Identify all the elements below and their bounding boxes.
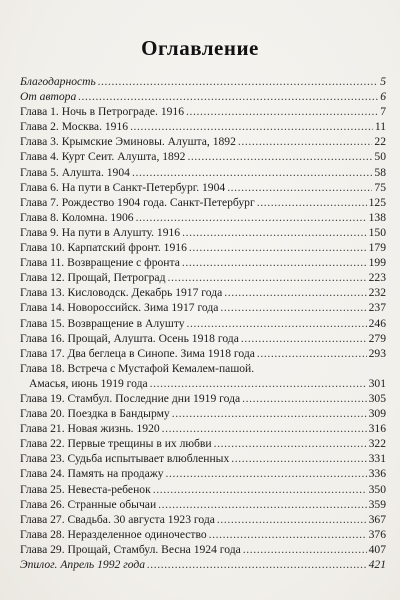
toc-page-number: 22 bbox=[374, 135, 386, 149]
toc-entry-title: Глава 27. Свадьба. 30 августа 1923 года bbox=[20, 512, 215, 526]
dot-leader bbox=[153, 482, 367, 497]
toc-page-number: 293 bbox=[368, 346, 386, 360]
toc-entry bbox=[20, 451, 386, 466]
toc-entry bbox=[20, 255, 386, 270]
toc-page-number: 359 bbox=[368, 497, 386, 511]
toc-entry bbox=[20, 346, 386, 361]
dot-leader bbox=[242, 391, 366, 406]
toc-entry-title: Глава 10. Карпатский фронт. 1916 bbox=[20, 241, 187, 255]
dot-leader bbox=[238, 134, 373, 149]
toc-entry bbox=[20, 149, 386, 164]
dot-leader bbox=[150, 376, 367, 391]
toc-page-number: 199 bbox=[368, 256, 386, 270]
toc-page-number: 316 bbox=[368, 422, 386, 436]
toc-entry bbox=[20, 225, 386, 240]
toc-entry-title: Благодарность bbox=[20, 75, 96, 88]
toc-page-number: 138 bbox=[368, 210, 386, 224]
toc-entry bbox=[20, 270, 386, 285]
toc-entry-title: Глава 2. Москва. 1916 bbox=[20, 120, 129, 134]
toc-entry-title: Глава 3. Крымские Эминовы. Алушта, 1892 bbox=[20, 135, 236, 149]
toc-page-number: 279 bbox=[368, 331, 386, 345]
toc-entry-title: Глава 6. На пути в Санкт-Петербург. 1904 bbox=[20, 180, 226, 194]
toc-entry-title: Глава 20. Поездка в Бандырму bbox=[20, 407, 170, 421]
toc-entry bbox=[20, 74, 386, 89]
dot-leader bbox=[186, 104, 378, 119]
dot-leader bbox=[187, 316, 367, 331]
toc-entry-title: Глава 5. Алушта. 1904 bbox=[20, 165, 130, 179]
toc-entry-title: Глава 13. Кисловодск. Декабрь 1917 года bbox=[20, 286, 223, 300]
toc-entry-title: Глава 18. Встреча с Мустафой Кемалем-пашой. bbox=[20, 361, 255, 375]
dot-leader bbox=[167, 270, 366, 285]
toc-entry-title: Глава 24. Память на продажу bbox=[20, 467, 164, 481]
toc-page-number: 350 bbox=[368, 482, 386, 496]
dot-leader bbox=[132, 165, 372, 180]
toc-entry-title: Глава 16. Прощай, Алушта. Осень 1918 года bbox=[20, 331, 239, 345]
toc-page-number: 367 bbox=[368, 512, 386, 526]
toc-entry bbox=[20, 195, 386, 210]
toc-entry-title: Глава 22. Первые трещины в их любви bbox=[20, 437, 212, 451]
toc-page-number: 336 bbox=[368, 467, 386, 481]
toc-entry bbox=[20, 104, 386, 119]
dot-leader bbox=[166, 466, 367, 481]
toc-entry bbox=[20, 89, 386, 104]
toc-page-number: 125 bbox=[368, 195, 386, 209]
toc-entry bbox=[20, 331, 386, 346]
toc-entry-title: Глава 9. На пути в Алушту. 1916 bbox=[20, 225, 181, 239]
toc-entry bbox=[20, 421, 386, 436]
toc-entry-title: Глава 17. Два беглеца в Синопе. Зима 1918 года bbox=[20, 346, 255, 360]
toc-entry bbox=[20, 391, 386, 406]
toc-entry bbox=[20, 557, 386, 572]
toc-entry-title: Глава 12. Прощай, Петроград bbox=[20, 271, 166, 285]
toc-entry bbox=[20, 134, 386, 149]
dot-leader bbox=[136, 210, 367, 225]
toc-entry-title: Глава 23. Судьба испытывает влюбленных bbox=[20, 452, 230, 466]
toc-entry bbox=[20, 361, 386, 391]
toc-entry-title: Глава 15. Возвращение в Алушту bbox=[20, 316, 185, 330]
toc-entry-subtitle: Амасья, июнь 1919 года bbox=[29, 376, 148, 390]
toc-page-number: 309 bbox=[368, 407, 386, 421]
toc-page-number: 58 bbox=[374, 165, 386, 179]
toc-entry bbox=[20, 497, 386, 512]
toc-page-number: 246 bbox=[368, 316, 386, 330]
toc-entry bbox=[20, 285, 386, 300]
dot-leader bbox=[243, 542, 367, 557]
dot-leader bbox=[182, 225, 367, 240]
toc-entry-title: Глава 11. Возвращение с фронта bbox=[20, 256, 180, 270]
dot-leader bbox=[130, 119, 373, 134]
dot-leader bbox=[187, 149, 372, 164]
toc-page-number: 376 bbox=[368, 527, 386, 541]
dot-leader bbox=[182, 255, 367, 270]
toc-page-number: 407 bbox=[368, 542, 386, 556]
toc-entry bbox=[20, 165, 386, 180]
toc-entry-title: Глава 25. Невеста-ребенок bbox=[20, 482, 151, 496]
dot-leader bbox=[241, 331, 367, 346]
toc-entry bbox=[20, 180, 386, 195]
table-of-contents bbox=[20, 74, 386, 572]
dot-leader bbox=[172, 406, 367, 421]
toc-entry-title: Глава 7. Рождество 1904 года. Санкт-Петербург bbox=[20, 195, 255, 209]
toc-entry-title: От автора bbox=[20, 90, 77, 104]
toc-page-number: 7 bbox=[380, 105, 386, 119]
toc-entry bbox=[20, 316, 386, 331]
dot-leader bbox=[98, 74, 378, 89]
toc-page-number: 75 bbox=[374, 180, 386, 194]
toc-entry-title: Глава 4. Курт Сеит. Алушта, 1892 bbox=[20, 150, 186, 164]
dot-leader bbox=[220, 300, 366, 315]
toc-page-number: 179 bbox=[368, 241, 386, 255]
dot-leader bbox=[78, 89, 378, 104]
dot-leader bbox=[147, 557, 367, 572]
toc-entry-title: Глава 1. Ночь в Петрограде. 1916 bbox=[20, 105, 185, 119]
toc-entry-title: Глава 8. Коломна. 1906 bbox=[20, 210, 134, 224]
toc-page-number: 237 bbox=[368, 301, 386, 315]
toc-entry bbox=[20, 240, 386, 255]
dot-leader bbox=[257, 195, 367, 210]
toc-entry bbox=[20, 210, 386, 225]
toc-entry-line2 bbox=[20, 376, 386, 391]
toc-entry bbox=[20, 436, 386, 451]
toc-page-number: 50 bbox=[374, 150, 386, 164]
toc-page-number: 421 bbox=[368, 558, 386, 571]
toc-entry bbox=[20, 466, 386, 481]
page-title: Оглавление bbox=[141, 36, 259, 61]
toc-entry-title: Глава 28. Неразделенное одиночество bbox=[20, 527, 207, 541]
dot-leader bbox=[217, 512, 367, 527]
toc-page-number: 150 bbox=[368, 225, 386, 239]
toc-page-number: 6 bbox=[380, 90, 386, 104]
toc-entry bbox=[20, 119, 386, 134]
toc-entry bbox=[20, 300, 386, 315]
toc-entry-title: Глава 19. Стамбул. Последние дни 1919 года bbox=[20, 391, 241, 405]
toc-entry bbox=[20, 527, 386, 542]
dot-leader bbox=[189, 240, 367, 255]
toc-page-number: 301 bbox=[368, 376, 386, 390]
toc-page-number: 322 bbox=[368, 437, 386, 451]
toc-page-number: 5 bbox=[380, 75, 386, 88]
toc-page-number: 223 bbox=[368, 271, 386, 285]
dot-leader bbox=[214, 436, 367, 451]
toc-entry-title: Глава 26. Странные обычаи bbox=[20, 497, 157, 511]
toc-entry-title: Глава 14. Новороссийск. Зима 1917 года bbox=[20, 301, 219, 315]
dot-leader bbox=[257, 346, 367, 361]
dot-leader bbox=[224, 285, 366, 300]
toc-page-number: 11 bbox=[374, 120, 386, 134]
dot-leader bbox=[158, 497, 366, 512]
toc-entry bbox=[20, 512, 386, 527]
dot-leader bbox=[209, 527, 367, 542]
toc-entry-title: Глава 29. Прощай, Стамбул. Весна 1924 года bbox=[20, 542, 241, 556]
toc-page-number: 331 bbox=[368, 452, 386, 466]
dot-leader bbox=[227, 180, 372, 195]
dot-leader bbox=[162, 421, 367, 436]
dot-leader bbox=[231, 451, 366, 466]
toc-page-number: 305 bbox=[368, 391, 386, 405]
toc-entry bbox=[20, 482, 386, 497]
toc-entry-title: Эпилог. Апрель 1992 года bbox=[20, 558, 146, 571]
toc-entry bbox=[20, 542, 386, 557]
toc-entry-title: Глава 21. Новая жизнь. 1920 bbox=[20, 422, 160, 436]
toc-entry bbox=[20, 406, 386, 421]
toc-page-number: 232 bbox=[368, 286, 386, 300]
